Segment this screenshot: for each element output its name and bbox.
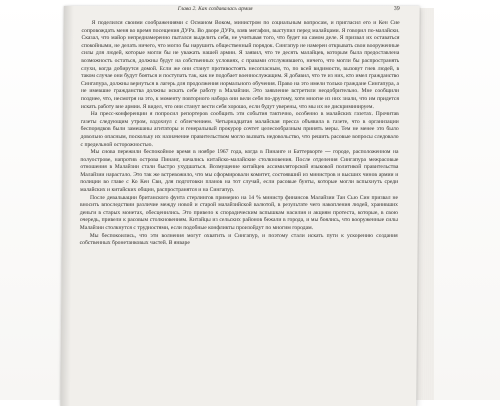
paragraph: После девальвации британского фунта стерлингов примерно на 14 % министр финансов Малайзии Тан Сью Син призвал не вносить впоследствии различие между новой и старой малайзийской валютой, в результате чего накопления людей, хранивших деньги в старых монетах, обесценились. Это привело к спорадическим вспышкам насилия и акциям протеста, которые, в свою очередь, привели к расовым столкновениям. Китайцы из сельских районов бежали в города, и мы боялись, что вооруженные силы Малайзии столкнутся с трудностями, если подобные конфликты произойдут по многим городам. — [79, 194, 399, 232]
paragraph: Мы снова пережили беспокойное время в ноябре 1967 года, когда в Пинанге и Баттерворте — городе, расположенном на полуострове, напротив острова Пинанг, начались китайско-малайские столкновения. После отделения Сингапура межрасовые отношения в Малайзии стали быстро ухудшаться. Возмущение китайцев ассимиляторской языковой политикой правительства Малайзии нарастало. Это так же встревожило, что мы сформировали комитет, состоявший из министров и высших чинов армии и полиции во главе с Ко Кен Сви, для подготовки планов на тот случай, если расовые бунты, которые могли вспыхнуть среди малайских и китайских общин, распространятся и на Сингапур. — [80, 149, 399, 194]
paragraph: Мы беспокоились, что эти волнения могут охватить и Сингапур, и поэтому стали искать пути к ускорению создания собственных бронетанковых частей. В январе — [79, 232, 398, 247]
running-head: Глава 2. Как создавалась армия — [177, 6, 253, 12]
page-number: 39 — [393, 6, 400, 12]
book-page — [60, 6, 419, 406]
body-text — [80, 20, 400, 248]
paragraph: На пресс-конференции я попросил репортеров сообщить эти события тактично, особенно в малайских газетах. Прочитав газеты следующим утром, вздохнул с облегчением. Четырнадцатая малайская пресса объявила в газете, что в организации беспорядков были замешаны агитаторы и генеральный прокурор сочтет целесообразным принять меры. Тем не менее это было довольно опасным, поскольку их назначение правительством могло вызвать недовольство, что решить расовые вопросы следовало с предельной осторожностью. — [80, 111, 399, 148]
page-header — [82, 6, 400, 18]
paragraph: Я поделился своими соображениями с Османом Воком, министром по социальным вопросам, и пригласил его и Кен Сие сопровождать меня во время посещения ДУРа. Во дворе ДУРа, взяв мегафон, выступил перед малайцами. Я говорил по-малайски. Сказал, что майор непреднамеренно пытался выделить себя, не учитывая того, что будет на самом деле. Я призвал их оставаться спокойными, не делать ничего, что могло бы нарушить общественный порядок. Сингапур не намерен открывать свои вооруженные силы для людей, которые могли бы не уважать нашей армии. Я заявил, что те десять малайцев, которым была предоставлена возможность остаться, должны будут на собственных условиях, с правами отслужившего, ничего, что могли бы распространять слухи, когда добирутся домой. Если же они станут противостоять несогласным, то, по всей видимости, вызовут гнев людей, в таком случае они будут бояться и поступать так, как не подобает военнослужащим. Я добавил, что те из них, кто имел гражданство Сингапура, должны вернуться в лагерь для продолжения нормального обучения. Право на это имели только граждане Сингапура, а не имевшие гражданства должны искать себе работу в Малайзии. Это заявление встретили неодобрительно. Мне сообщили позднее, что, несмотря на это, к моменту повторного набора они вели себя по-другому, хотя многие из них знали, что им придется искать работу вне армии. Я видел, что они станут вести себя хорошо, если будут уверены, что мы их не дискриминируем. — [80, 20, 400, 110]
